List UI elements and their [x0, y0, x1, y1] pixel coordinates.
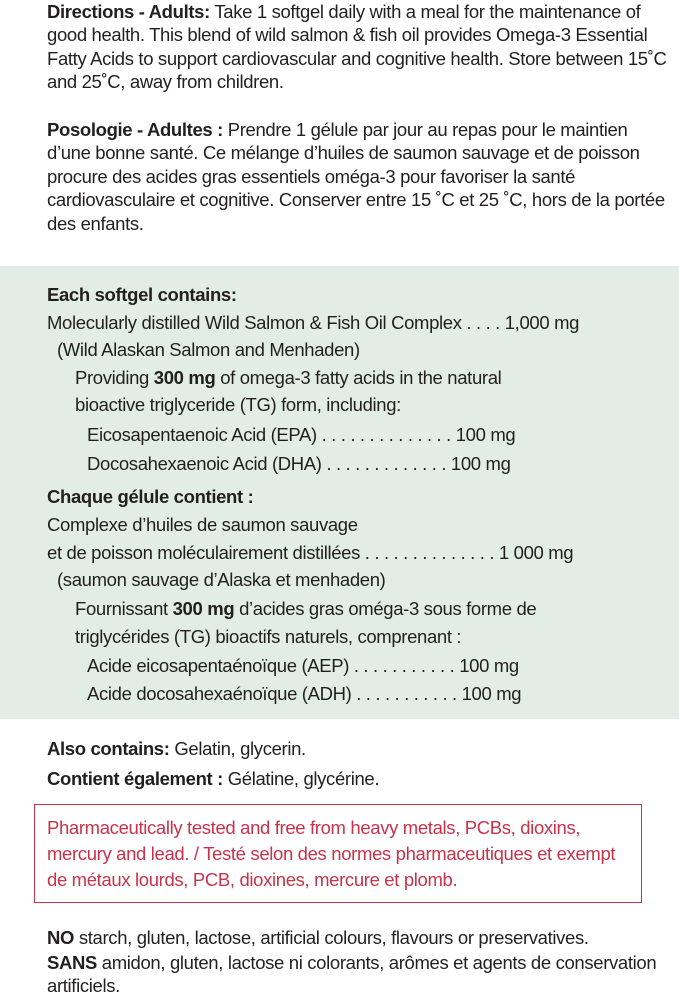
also-contains-english [47, 737, 306, 760]
providing-french [75, 597, 536, 620]
ingredient-aep: Acide eicosapentaénoïque (AEP) . . . . . . . . . . . 100 mg [87, 655, 519, 676]
directions-french-text: Prendre 1 gélule par jour au repas pour le maintien d’une bonne santé. Ce mélange d’huiles de saumon sauvage et de poisson procure des acides gras essentiels oméga-3 pour favoriser la santé cardiovasculaire et cognitive. Conserver entre 15 ˚C et 25 ˚C, hors de la portée des enfants. [47, 119, 665, 234]
purity-statement-box [34, 804, 642, 903]
providing-english-amount: 300 mg [153, 367, 216, 388]
providing-french-post: d’acides gras oméga-3 sous forme de [234, 598, 537, 619]
ingredient-source-english: (Wild Alaskan Salmon and Menhaden) [57, 339, 360, 360]
providing-english-post: of omega-3 fatty acids in the natural [215, 367, 502, 388]
ingredient-adh: Acide docosahexaénoïque (ADH) . . . . . . . . . . . 100 mg [87, 683, 522, 704]
free-from-french-label: SANS [47, 952, 97, 973]
free-from-english [47, 926, 667, 949]
directions-french-label: Posologie - Adultes : [47, 119, 223, 140]
providing-french-line2: triglycérides (TG) bioactifs naturels, comprenant : [75, 626, 462, 647]
also-contains-french [47, 767, 379, 790]
directions-english-text: Take 1 softgel daily with a meal for the maintenance of good health. This blend of wild salmon & fish oil provides Omega-3 Essential Fatty Acids to support cardiovascular and cognitive health. Store between 15˚C and 25˚C, away from children. [47, 1, 667, 93]
free-from-english-text: starch, gluten, lactose, artificial colours, flavours or preservatives. [74, 927, 589, 948]
ingredients-french-heading: Chaque gélule contient : [47, 486, 254, 507]
directions-english-label: Directions - Adults: [47, 1, 210, 22]
free-from-french-text: amidon, gluten, lactose ni colorants, arômes et agents de conservation artificiels. [47, 952, 657, 997]
purity-statement-text: Pharmaceutically tested and free from heavy metals, PCBs, dioxins, mercury and lead. / Testé selon des normes pharmaceutiques et exempt de métaux lourds, PCB, dioxines, mercure et plomb. [47, 817, 616, 890]
also-contains-english-label: Also contains: [47, 738, 170, 759]
also-contains-french-label: Contient également : [47, 768, 223, 789]
free-from-english-label: NO [47, 927, 75, 948]
also-contains-english-text: Gelatin, glycerin. [169, 738, 306, 759]
ingredient-epa: Eicosapentaenoic Acid (EPA) . . . . . . . . . . . . . . 100 mg [87, 424, 516, 445]
directions-french [47, 118, 667, 235]
providing-french-pre: Fournissant [75, 598, 173, 619]
ingredient-complex-english: Molecularly distilled Wild Salmon & Fish Oil Complex . . . . 1,000 mg [47, 312, 580, 333]
directions-english [47, 0, 667, 94]
ingredients-panel [0, 266, 679, 719]
providing-english-line2: bioactive triglyceride (TG) form, including: [75, 394, 401, 415]
ingredient-complex-french-line2: et de poisson moléculairement distillées . . . . . . . . . . . . . . 1 000 mg [47, 542, 574, 563]
ingredient-source-french: (saumon sauvage d’Alaska et menhaden) [57, 569, 386, 590]
also-contains-french-text: Gélatine, glycérine. [222, 768, 380, 789]
providing-french-amount: 300 mg [172, 598, 235, 619]
ingredient-dha: Docosahexaenoic Acid (DHA) . . . . . . . . . . . . . 100 mg [87, 453, 511, 474]
ingredients-english-heading: Each softgel contains: [47, 284, 237, 305]
providing-english-pre: Providing [75, 367, 154, 388]
free-from-french [47, 951, 667, 998]
ingredient-complex-french-line1: Complexe d’huiles de saumon sauvage [47, 514, 358, 535]
providing-english [75, 366, 501, 389]
